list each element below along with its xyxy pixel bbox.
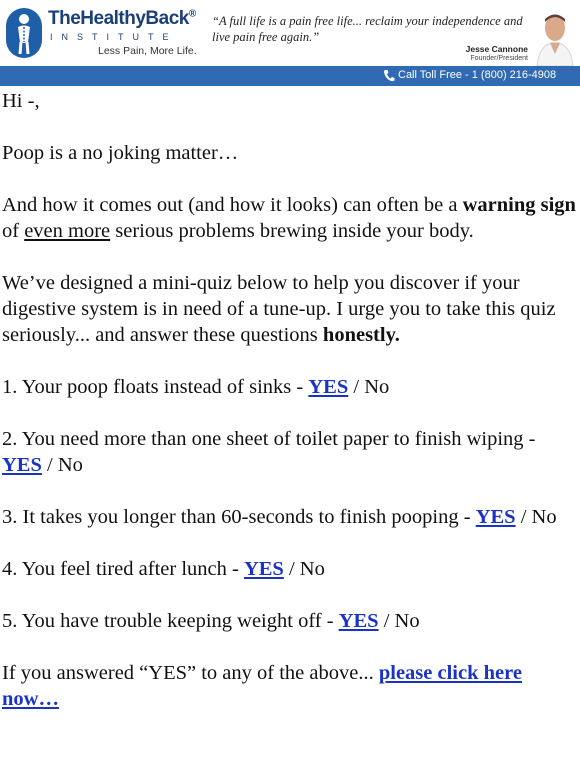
yes-link-1[interactable]: YES [308, 376, 349, 398]
phone-bar[interactable] [0, 66, 580, 86]
logo-tagline: Less Pain, More Life. [98, 45, 197, 57]
warning-paragraph: And how it comes out (and how it looks) can often be a warning sign of even more serious problems brewing inside your body. [2, 194, 576, 242]
quiz-question-5: 5. You have trouble keeping weight off - YES / No [2, 610, 420, 632]
even-more-text: even more [24, 220, 111, 242]
quiz-question-1: 1. Your poop floats instead of sinks - YES / No [2, 376, 390, 398]
healthy-back-logo[interactable] [6, 4, 206, 64]
intro-paragraph: Poop is a no joking matter… [2, 142, 239, 164]
spine-figure-icon [6, 8, 42, 58]
founder-title: Founder/President [470, 55, 528, 62]
header-quote: “A full life is a pain free life... reclaim your independence and live pain free again.” [212, 14, 523, 44]
logo-institute-text: INSTITUTE [50, 32, 178, 42]
yes-link-5[interactable]: YES [338, 610, 379, 632]
email-header [0, 0, 580, 92]
quiz-intro-paragraph: We’ve designed a mini-quiz below to help you discover if your digestive system is in need of a tune-up. I urge you to take this quiz seriously... and answer these questions honestly. [2, 272, 556, 346]
founder-photo [533, 8, 577, 66]
quiz-question-3: 3. It takes you longer than 60-seconds to finish pooping - YES / No [2, 506, 557, 528]
closing-paragraph: If you answered “YES” to any of the above... please click here now… [2, 662, 522, 710]
logo-brand-text: TheHealthyBack® [48, 8, 196, 29]
quiz-question-2: 2. You need more than one sheet of toilet paper to finish wiping - YES / No [2, 428, 536, 476]
email-body [2, 88, 578, 738]
quiz-question-4: 4. You feel tired after lunch - YES / No [2, 558, 325, 580]
yes-link-4[interactable]: YES [243, 558, 284, 580]
please-click-link[interactable]: please click here now… [2, 662, 522, 710]
greeting: Hi -, [2, 90, 40, 112]
phone-number-text[interactable]: Call Toll Free - 1 (800) 216-4908 [398, 69, 557, 81]
founder-name: Jesse Cannone [465, 44, 528, 54]
honestly-text: honestly. [322, 324, 400, 346]
warning-sign-text: warning sign [462, 194, 576, 216]
phone-icon [383, 69, 395, 85]
yes-link-2[interactable]: YES [2, 454, 42, 476]
yes-link-3[interactable]: YES [475, 506, 516, 528]
